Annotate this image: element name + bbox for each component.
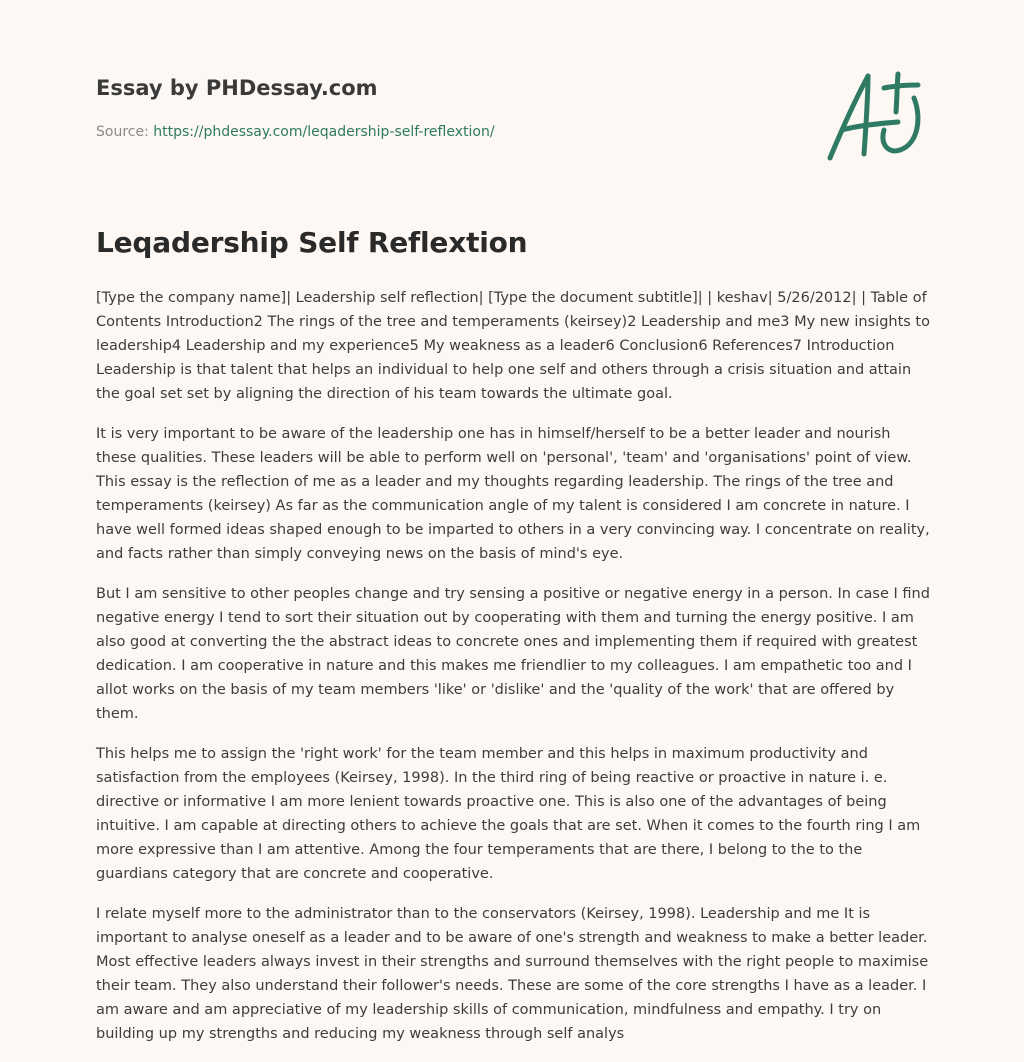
source-line [96, 124, 495, 140]
essay-paragraph: It is very important to be aware of the leadership one has in himself/herself to be a better leader and nourish these qualities. These leaders will be able to perform well on 'personal', 'team' and 'organisations' point of view. This essay is the reflection of me as a leader and my thoughts regarding leadership. The rings of the tree and temperaments (keirsey) As far as the communication angle of my talent is considered I am concrete in nature. I have well formed ideas shaped enough to be imparted to others in a very convincing way. I concentrate on reality, and facts rather than simply conveying news on the basis of mind's eye. [96, 426, 930, 562]
essay-title: Leqadership Self Reflextion [96, 226, 528, 259]
essay-body [96, 286, 932, 1062]
source-label: Source: [96, 124, 154, 140]
a-plus-grade-icon [822, 68, 928, 164]
essay-paragraph: I relate myself more to the administrator than to the conservators (Keirsey, 1998). Leadership and me It is important to analyse oneself as a leader and to be aware of one's strength and weakness to make a better leader. Most effective leaders always invest in their strengths and surround themselves with the right people to maximise their team. They also understand their follower's needs. These are some of the core strengths I have as a leader. I am aware and am appreciative of my leadership skills of communication, mindfulness and empathy. I try on building up my strengths and reducing my weakness through self analys [96, 906, 929, 1042]
essay-paragraph: This helps me to assign the 'right work' for the team member and this helps in maximum productivity and satisfaction from the employees (Keirsey, 1998). In the third ring of being reactive or proactive in nature i. e. directive or informative I am more lenient towards proactive one. This is also one of the advantages of being intuitive. I am capable at directing others to achieve the goals that are set. When it comes to the fourth ring I am more expressive than I am attentive. Among the four temperaments that are there, I belong to the to the guardians category that are concrete and cooperative. [96, 746, 921, 882]
site-brand: Essay by PHDessay.com [96, 76, 378, 100]
essay-paragraph: But I am sensitive to other peoples change and try sensing a positive or negative energy in a person. In case I find negative energy I tend to sort their situation out by cooperating with them and turning the energy positive. I am also good at converting the the abstract ideas to concrete ones and implementing them if required with greatest dedication. I am cooperative in nature and this makes me friendlier to my colleagues. I am empathetic too and I allot works on the basis of my team members 'like' or 'dislike' and the 'quality of the work' that are offered by them. [96, 586, 930, 722]
source-link[interactable]: https://phdessay.com/leqadership-self-reflextion/ [153, 124, 495, 140]
essay-paragraph: [Type the company name]| Leadership self reflection| [Type the document subtitle]| | keshav| 5/26/2012| | Table of Contents Introduction2 The rings of the tree and temperaments (keirsey)2 Leadership and me3 My new insights to leadership4 Leadership and my experience5 My weakness as a leader6 Conclusion6 References7 Introduction Leadership is that talent that helps an individual to help one self and others through a crisis situation and attain the goal set set by aligning the direction of his team towards the ultimate goal. [96, 290, 930, 402]
